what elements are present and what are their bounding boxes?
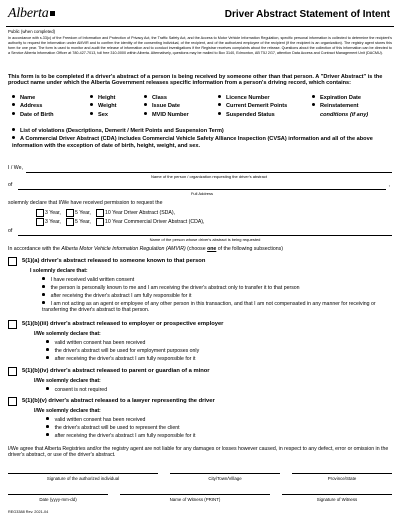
intro-text: This form is to be completed if a driver's abstract of a person is being received by someone other than that person. A "Driver Abstract" is the product name under which the Alberta Government releases specific information from a person's driving record, which contains: xyxy=(8,74,383,87)
form-page: Alberta Driver Abstract Statement of Intent Public (when completed) In accordance with s.33(c) of the Freedom of Information and Protection of Privacy Act, the Traffic Safety Act, and the Access to Motor Vehicle Information Regulation, specific personal information is collected to determine the recipient's authority to request the information under AMVIR and to confirm the identity of the consenting individual, of the recipient, and of the authorized employee of the recipient (if the recipient is an organization). The registry agent stores this form for one year. The form is used to monitor and audit the release of information and to conduct investigations if the Registrar receives complaints about the release. Questions about the collection of this information can be directed to a Service Alberta Information Officer at 780-427-7013, toll free 310-0000 within Alberta. Alternatively, questions may be mailed to Box 3140, Edmonton, AB T5J 2G7, attention Data Access and Contract Management Unit (DACMU). This form is to be completed if a driver's abstract of a person is being received by someone other than that person. A "Driver Abstract" is the product name under which the Alberta Government releases specific information from a person's driving record, which contains: Name Height Class Licence Number Expiration Date Address Weight Issue Date Current Demerit Points Reinstatement Date of Birth Sex MVID Number Suspended Status conditions (if any) List of violations (Descriptions, Demerit / Merit Points and Suspension Term) A Commercial Driver Abstract (CDA) includes Commercial Vehicle Safety Alliance Inspection (CVSA) information and all of the above information with the exception of date of birth, height, weight, and sex. I / We, Name of the person / organization requesting the driver's abstract of , Full Address solemnly declare that I/We have received permission to request the 3 Year, 5 Year, 10 Year Driver Abstract (SDA), 3 Year, 5 Year, 10 Year Commercial Driver Abstract (CDA), of Name of the person whose driver's abstract is being requested In accordance with the Alberta Motor Vehicle Information Regulation (AMVIR) (choose one of the following subsections) 5(1)(a) driver's abstract released to someone known to that person I solemnly declare that: I have received valid written consent the person is personally known to me and I am receiving the driver's abstract only to transfer it to that person after receiving the driver's abstract I am fully responsible for it I am not acting as an agent or employee of any other person in this transaction, and that I am not compensated in any manner for receiving or transferring the driver's abstract to that person. 5(1)(b)(iii) driver's abstract released to employer or prospective employer I/We solemnly declare that: valid written consent has been received the driver's abstract will be used for employment purposes only after receiving the driver's abstract I am fully responsible for it 5(1)(b)(iv) driver's abstract released to parent or guardian of a minor I/We solemnly declare that: consent is not required 5(1)(b)(v) driver's abstract released to a lawyer representing the driver I/We solemnly declare that: valid written consent has been received the driver's abstract will be used to represent the client after receiving the driver's abstract I am fully responsible for it I/We agree that Alberta Registries and/or the registry agent are not liable for any damages or losses however caused, in respect to any defect, error or omission in the driver's abstract, or use of the driver's abstract. Signature of the authorized individual City/Town/Village Province/State Date (yyyy-mm-dd) Name of Witness (PRINT) Signature of Witness REG3388 Rev. 2021-04 xyxy=(8,6,392,514)
checkbox-cda-10-year[interactable] xyxy=(96,218,104,226)
of-label: of xyxy=(8,182,13,188)
abstract-contents: Name Height Class Licence Number Expiration Date Address Weight Issue Date Current Demerit Points Reinstatement Date of Birth Sex MVID Number Suspended Status conditions (if any) xyxy=(8,95,392,120)
requester-name-field[interactable] xyxy=(26,172,392,173)
list-item: valid written consent has been received xyxy=(46,340,366,346)
checkbox-section-5-1-b-iv[interactable] xyxy=(8,367,17,376)
full-address-caption: Full Address xyxy=(190,191,213,196)
authorized-signature-field[interactable] xyxy=(8,473,158,474)
checkbox-cda-3-year[interactable] xyxy=(36,218,44,226)
checkbox-sda-5-year[interactable] xyxy=(66,209,74,217)
section-title: 5(1)(b)(v) driver's abstract released to a lawyer representing the driver xyxy=(22,398,215,404)
witness-signature-field[interactable] xyxy=(282,494,392,495)
date-field[interactable] xyxy=(8,494,108,495)
list-item: consent is not required xyxy=(46,387,366,393)
witness-name-field[interactable] xyxy=(120,494,270,495)
checkbox-section-5-1-b-iii[interactable] xyxy=(8,320,17,329)
cda-item: A Commercial Driver Abstract (CDA) includes Commercial Vehicle Safety Alliance Inspection (CVSA) information and all of the above information with the exception of date of birth, height, weight, and sex. xyxy=(12,136,373,149)
list-item: the driver's abstract will be used to represent the client xyxy=(46,425,366,431)
subject-name-field[interactable] xyxy=(18,235,392,236)
checkbox-section-5-1-b-v[interactable] xyxy=(8,397,17,406)
requester-caption: Name of the person / organization requesting the driver's abstract xyxy=(151,174,267,179)
accordance-text: In accordance with the Alberta Motor Vehicle Information Regulation (AMVIR) (choose one of the following subsections) xyxy=(8,246,283,252)
privacy-notice: In accordance with s.33(c) of the Freedom of Information and Protection of Privacy Act, the Traffic Safety Act, and the Access to Motor Vehicle Information Regulation, specific personal information is collected to determine the recipient's authority to request the information under AMVIR and to confirm the identity of the consenting individual, of the recipient, and of the authorized employee of the recipient (if the recipient is an organization). The registry agent stores this form for one year. The form is used to monitor and audit the release of information and to conduct investigations if the Registrar receives complaints about the release. Questions about the collection of this information can be directed to a Service Alberta Information Officer at 780-427-7013, toll free 310-0000 within Alberta. Alternatively, questions may be mailed to Box 3140, Edmonton, AB T5J 2G7, attention Data Access and Contract Management Unit (DACMU). xyxy=(8,36,392,55)
checkbox-sda-10-year[interactable] xyxy=(96,209,104,217)
liability-disclaimer: I/We agree that Alberta Registries and/or the registry agent are not liable for any damages or losses however caused, in respect to any defect, error or omission in the driver's abstract, or use of the driver's abstract. xyxy=(8,446,389,459)
section-title: 5(1)(b)(iv) driver's abstract released to parent or guardian of a minor xyxy=(22,368,210,374)
list-item: I am not acting as an agent or employee of any other person in this transaction, and that I am not compensated in any manner for receiving or transferring the driver's abstract to that person. xyxy=(42,301,376,314)
list-item: after receiving the driver's abstract I am fully responsible for it xyxy=(46,433,366,439)
violations-item: List of violations (Descriptions, Demerit / Merit Points and Suspension Term) xyxy=(12,128,224,134)
checkbox-sda-3-year[interactable] xyxy=(36,209,44,217)
full-address-field[interactable] xyxy=(18,189,386,190)
comma: , xyxy=(388,182,390,188)
checkbox-cda-5-year[interactable] xyxy=(66,218,74,226)
city-field[interactable] xyxy=(170,473,280,474)
list-item: I have received valid written consent xyxy=(42,277,362,283)
list-item: after receiving the driver's abstract I am fully responsible for it xyxy=(42,293,362,299)
province-field[interactable] xyxy=(292,473,392,474)
public-label: Public (when completed) xyxy=(8,29,56,34)
section-title: 5(1)(b)(iii) driver's abstract released to employer or prospective employer xyxy=(22,321,224,327)
subject-caption: Name of the person whose driver's abstract is being requested xyxy=(149,237,261,242)
solemnly-text: solemnly declare that I/We have received permission to request the xyxy=(8,200,163,206)
list-item: valid written consent has been received xyxy=(46,417,366,423)
alberta-logo: Alberta xyxy=(8,6,55,22)
of-label-2: of xyxy=(8,228,13,234)
checkbox-section-5-1-a[interactable] xyxy=(8,257,17,266)
form-number: REG3388 Rev. 2021-04 xyxy=(8,510,49,514)
section-title: 5(1)(a) driver's abstract released to someone known to that person xyxy=(22,258,206,264)
list-item: the driver's abstract will be used for employment purposes only xyxy=(46,348,366,354)
list-item: after receiving the driver's abstract I am fully responsible for it xyxy=(46,356,366,362)
i-we-label: I / We, xyxy=(8,165,23,171)
list-item: the person is personally known to me and I am receiving the driver's abstract only to transfer it to that person xyxy=(42,285,362,291)
header-rule xyxy=(6,26,394,27)
form-title: Driver Abstract Statement of Intent xyxy=(224,9,390,20)
